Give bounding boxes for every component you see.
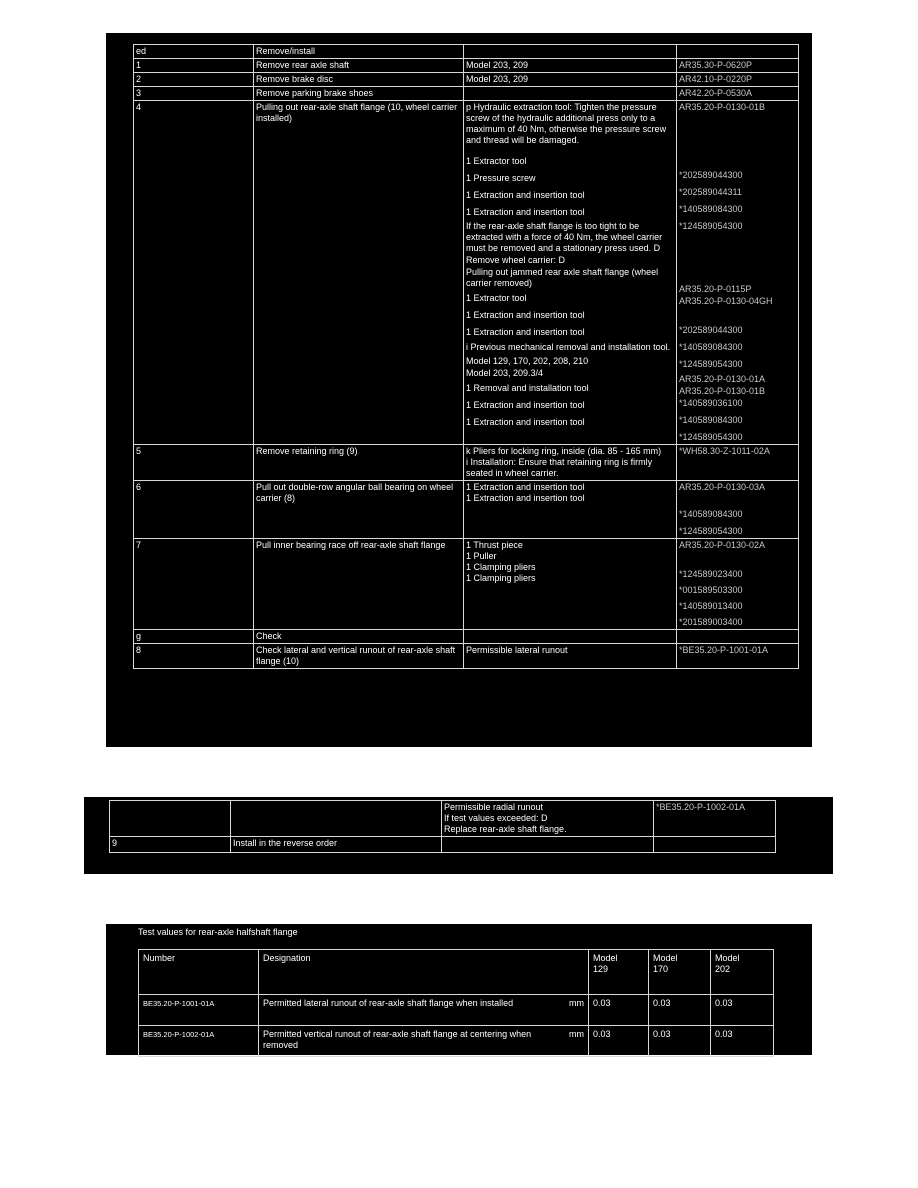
cell-line: 1 Extractor tool xyxy=(466,293,527,303)
column-header: Model 202 xyxy=(711,950,774,995)
table-row xyxy=(139,1026,774,1057)
cell-line: Pull inner bearing race off rear-axle shaft flange xyxy=(256,540,446,550)
part-number: AR42.10-P-0220P xyxy=(679,74,753,84)
step-number: 7 xyxy=(134,539,254,630)
table-row xyxy=(134,45,799,59)
step-description xyxy=(254,73,464,87)
part-number: AR35.20-P-0130-01B xyxy=(679,102,766,112)
column-header: Model 129 xyxy=(589,950,649,995)
cell-line: 1 Removal and installation tool xyxy=(466,383,589,393)
model-value: 0.03 xyxy=(711,995,774,1026)
cell-line: 1 Pressure screw xyxy=(466,173,536,183)
cell-line: k Pliers for locking ring, inside (dia. 85 - 165 mm) xyxy=(466,446,662,456)
table-row xyxy=(110,801,776,837)
step-number: ed xyxy=(134,45,254,59)
cell-line: Remove parking brake shoes xyxy=(256,88,374,98)
cell-line: i Installation: Ensure that retaining ring is firmly seated in wheel carrier. xyxy=(466,457,653,478)
unit: mm xyxy=(559,1026,589,1057)
table-row xyxy=(134,73,799,87)
table-header-row xyxy=(139,950,774,995)
part-number: AR35.20-P-0130-04GH xyxy=(679,296,773,306)
part-number: *124589054300 xyxy=(679,526,743,536)
cell-line: Pulling out jammed rear axle shaft flange (wheel carrier removed) xyxy=(466,267,659,288)
step-number: g xyxy=(134,630,254,644)
step-notes xyxy=(464,45,677,59)
table-row xyxy=(134,101,799,445)
part-number: AR35.20-P-0130-01B xyxy=(679,386,766,396)
cell-line: Check xyxy=(256,631,282,641)
test-values-table xyxy=(138,949,774,1057)
cell-line: Model 129, 170, 202, 208, 210 xyxy=(466,356,589,366)
model-value: 0.03 xyxy=(589,1026,649,1057)
cell-line: p Hydraulic extraction tool: Tighten the pressure screw of the hydraulic additional press only to a maximum of 40 Nm, otherwise the pressure screw and thread will be damaged. xyxy=(466,102,667,145)
model-value: 0.03 xyxy=(589,995,649,1026)
part-number: *WH58.30-Z-1011-02A xyxy=(679,446,770,456)
test-value-designation: Permitted vertical runout of rear-axle shaft flange at centering when removed xyxy=(259,1026,559,1057)
step-number xyxy=(110,801,231,837)
cell-line: Model 203, 209.3/4 xyxy=(466,368,544,378)
part-number: AR42.20-P-0530A xyxy=(679,88,753,98)
part-number: AR35.20-P-0115P xyxy=(679,284,752,294)
cell-line: Pulling out rear-axle shaft flange (10, wheel carrier installed) xyxy=(256,102,458,123)
cell-line: 1 Extraction and insertion tool xyxy=(466,190,585,200)
column-header: Number xyxy=(139,950,259,995)
part-numbers xyxy=(677,87,799,101)
cell-line: Remove rear axle shaft xyxy=(256,60,350,70)
part-number: *140589013400 xyxy=(679,601,743,611)
part-numbers xyxy=(677,539,799,630)
cell-line: Model 203, 209 xyxy=(466,74,529,84)
step-notes xyxy=(464,630,677,644)
step-notes xyxy=(464,101,677,445)
part-number: *001589503300 xyxy=(679,585,743,595)
column-header: Designation xyxy=(259,950,559,995)
procedure-continuation-table xyxy=(109,800,776,853)
cell-line: Permissible radial runout xyxy=(444,802,544,812)
part-numbers xyxy=(677,101,799,445)
test-values-panel xyxy=(106,924,812,1055)
cell-line: Remove retaining ring (9) xyxy=(256,446,358,456)
part-numbers xyxy=(677,644,799,669)
part-numbers xyxy=(677,73,799,87)
cell-line: 1 Clamping pliers xyxy=(466,562,536,572)
part-numbers xyxy=(677,59,799,73)
procedure-table xyxy=(133,44,799,669)
step-notes xyxy=(464,445,677,481)
cell-line: Check lateral and vertical runout of rear-axle shaft flange (10) xyxy=(256,645,456,666)
part-number: AR35.30-P-0620P xyxy=(679,60,753,70)
part-number: *202589044311 xyxy=(679,187,742,197)
cell-line: 1 Thrust piece xyxy=(466,540,523,550)
step-notes xyxy=(464,87,677,101)
step-notes xyxy=(464,481,677,539)
part-number: *140589084300 xyxy=(679,509,743,519)
step-description xyxy=(254,644,464,669)
table-row xyxy=(134,630,799,644)
unit: mm xyxy=(559,995,589,1026)
step-number: 5 xyxy=(134,445,254,481)
step-description xyxy=(254,630,464,644)
step-notes xyxy=(464,59,677,73)
part-number: *202589044300 xyxy=(679,325,743,335)
part-number: AR35.20-P-0130-01A xyxy=(679,374,766,384)
step-description xyxy=(254,445,464,481)
part-numbers xyxy=(654,801,776,837)
step-description xyxy=(254,101,464,445)
cell-line: Remove wheel carrier: D xyxy=(466,255,566,265)
part-number: *140589036100 xyxy=(679,398,743,408)
test-value-designation: Permitted lateral runout of rear-axle shaft flange when installed xyxy=(259,995,559,1026)
cell-line: 1 Extraction and insertion tool xyxy=(466,493,585,503)
test-value-number: BE35.20-P-1002-01A xyxy=(139,1026,259,1057)
cell-line: Model 203, 209 xyxy=(466,60,529,70)
step-number: 6 xyxy=(134,481,254,539)
cell-line: Replace rear-axle shaft flange. xyxy=(444,824,567,834)
step-number: 9 xyxy=(110,837,231,853)
model-value: 0.03 xyxy=(711,1026,774,1057)
step-number: 2 xyxy=(134,73,254,87)
part-number: *124589054300 xyxy=(679,432,743,442)
step-description: Install in the reverse order xyxy=(231,837,442,853)
step-description xyxy=(254,45,464,59)
step-notes xyxy=(442,837,654,853)
step-notes xyxy=(464,73,677,87)
part-number: AR35.20-P-0130-03A xyxy=(679,482,766,492)
test-value-number: BE35.20-P-1001-01A xyxy=(139,995,259,1026)
cell-line: 1 Extraction and insertion tool xyxy=(466,417,585,427)
cell-line: Remove brake disc xyxy=(256,74,334,84)
part-numbers xyxy=(677,630,799,644)
cell-line: 1 Puller xyxy=(466,551,497,561)
part-number: *140589084300 xyxy=(679,415,743,425)
step-description xyxy=(254,539,464,630)
cell-line: Remove/install xyxy=(256,46,316,56)
procedure-continuation-panel xyxy=(84,797,833,874)
cell-line: If the rear-axle shaft flange is too tight to be extracted with a force of 40 Nm, the wheel carrier must be removed and a stationary press used. D xyxy=(466,221,663,253)
table-row xyxy=(134,445,799,481)
table-row xyxy=(134,87,799,101)
model-value: 0.03 xyxy=(649,1026,711,1057)
step-number: 1 xyxy=(134,59,254,73)
cell-line: Permissible lateral runout xyxy=(466,645,568,655)
step-description xyxy=(254,481,464,539)
part-number: AR35.20-P-0130-02A xyxy=(679,540,766,550)
cell-line: 1 Extraction and insertion tool xyxy=(466,482,585,492)
cell-line: 1 Extraction and insertion tool xyxy=(466,310,585,320)
part-number: *140589084300 xyxy=(679,204,743,214)
cell-line: 1 Clamping pliers xyxy=(466,573,536,583)
table-row xyxy=(134,539,799,630)
cell-line: 1 Extractor tool xyxy=(466,156,527,166)
column-header: Model 170 xyxy=(649,950,711,995)
table-row xyxy=(134,59,799,73)
part-number: *202589044300 xyxy=(679,170,743,180)
step-description xyxy=(254,59,464,73)
part-numbers xyxy=(677,481,799,539)
test-values-title: Test values for rear-axle halfshaft flange xyxy=(138,927,298,937)
step-number: 3 xyxy=(134,87,254,101)
table-row xyxy=(134,481,799,539)
step-number: 8 xyxy=(134,644,254,669)
table-row xyxy=(110,837,776,853)
table-row xyxy=(139,995,774,1026)
step-notes xyxy=(464,644,677,669)
cell-line: If test values exceeded: D xyxy=(444,813,548,823)
step-notes xyxy=(464,539,677,630)
step-description xyxy=(231,801,442,837)
table-row xyxy=(134,644,799,669)
cell-line: 1 Extraction and insertion tool xyxy=(466,327,585,337)
model-value: 0.03 xyxy=(649,995,711,1026)
part-numbers xyxy=(677,445,799,481)
step-notes xyxy=(442,801,654,837)
part-number: *124589023400 xyxy=(679,569,743,579)
part-number: *140589084300 xyxy=(679,342,743,352)
cell-line: 1 Extraction and insertion tool xyxy=(466,207,585,217)
part-number: *BE35.20-P-1002-01A xyxy=(656,802,746,812)
part-numbers xyxy=(654,837,776,853)
part-number: *BE35.20-P-1001-01A xyxy=(679,645,769,655)
part-number: *124589054300 xyxy=(679,359,743,369)
column-header xyxy=(559,950,589,995)
cell-line: i Previous mechanical removal and installation tool. xyxy=(466,342,671,352)
step-number: 4 xyxy=(134,101,254,445)
part-number: *124589054300 xyxy=(679,221,743,231)
cell-line: Pull out double-row angular ball bearing on wheel carrier (8) xyxy=(256,482,454,503)
step-description xyxy=(254,87,464,101)
part-numbers xyxy=(677,45,799,59)
cell-line: 1 Extraction and insertion tool xyxy=(466,400,585,410)
procedure-panel xyxy=(106,33,812,747)
part-number: *201589003400 xyxy=(679,617,743,627)
